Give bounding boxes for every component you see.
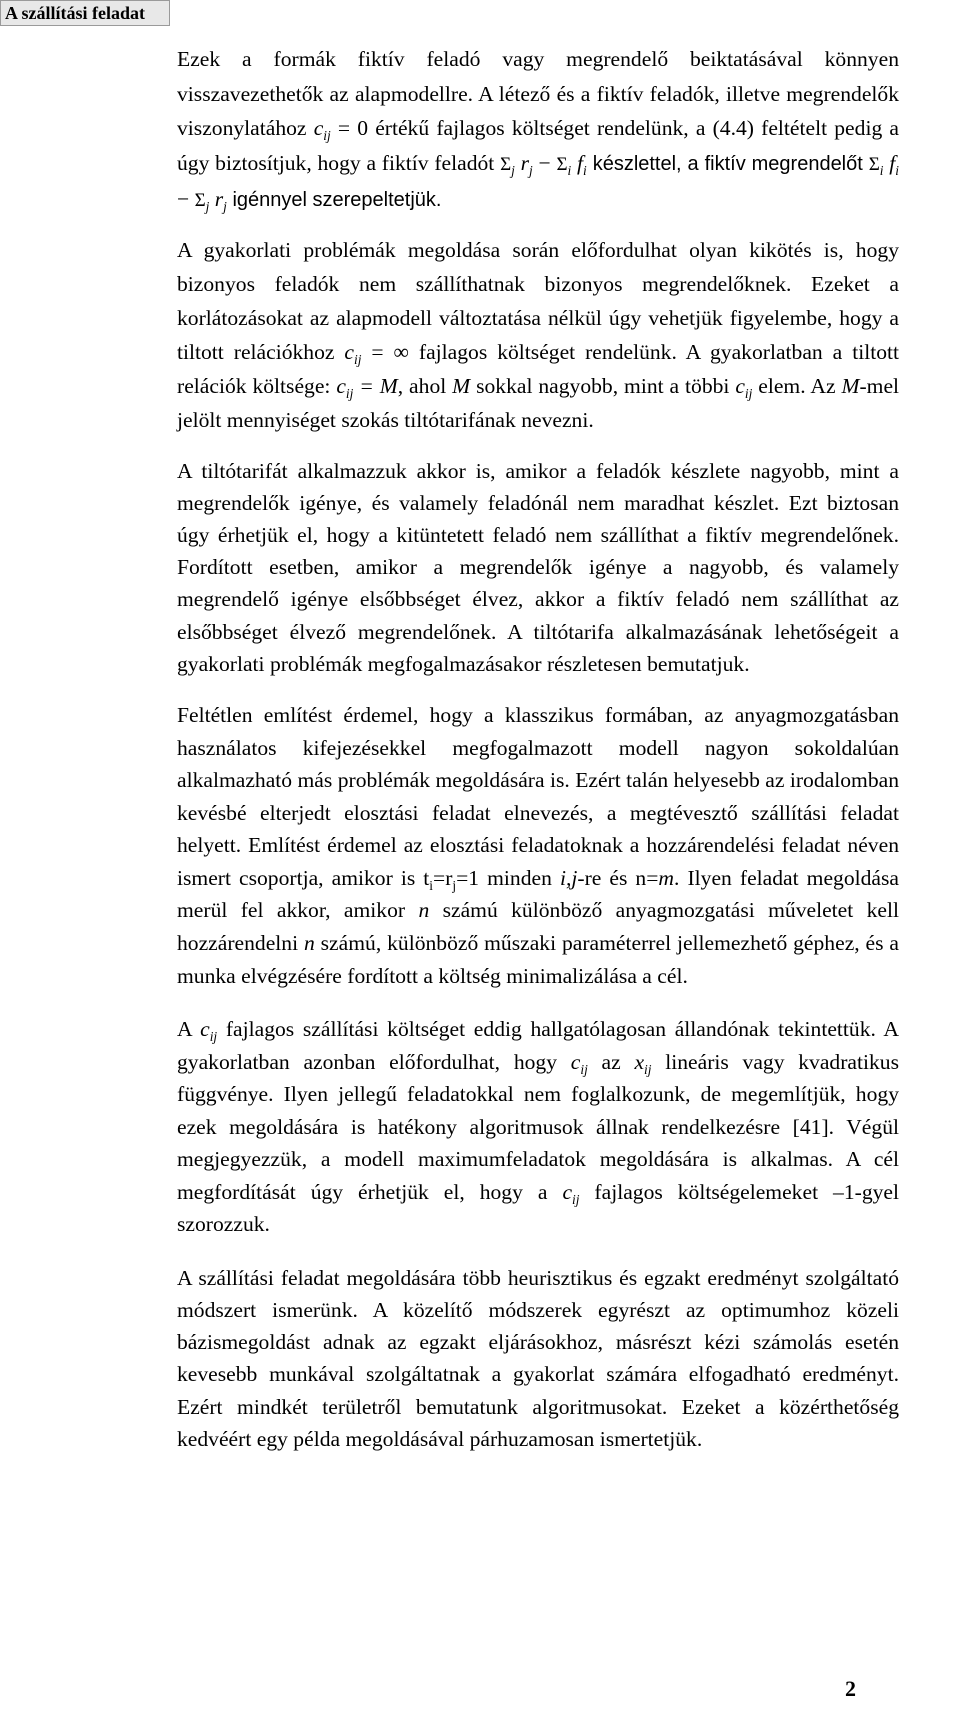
formula-n-eq-m: n=m — [635, 865, 675, 890]
chapter-header: A szállítási feladat — [0, 0, 170, 26]
formula-cij-M: $c_{ij} = M$ — [336, 373, 398, 401]
formula-demand-surplus: $\Sigma_i$ $f_i - \Sigma_j$ $r_j$ — [177, 150, 900, 214]
formula-cij-infinity: $c_{ij}$ = ∞ — [344, 339, 409, 367]
symbol-ij: i,j — [559, 865, 578, 890]
paragraph-solution-methods: A szállítási feladat megoldására több heurisztikus és egzakt eredményt szolgáltató módszert ismerünk. A közelítő módszerek egyrészt az optimumhoz közeli bázismegoldást adnak az egzakt eljárásokhoz, másrészt kézi számolás esetén kevesebb munkával szolgáltatnak a gyakorlat számára elfogadható eredményt. Ezért mindkét területről bemutatunk algoritmusokat. Ezeket a közérthetőség kedvéért egy példa megoldásával párhuzamosan ismertetjük. — [177, 1265, 899, 1451]
symbol-cij: $c_{ij}$ — [735, 373, 753, 401]
paragraph-fictitious-nodes: Ezek a formák fiktív feladó vagy megrendelő beiktatásával könnyen visszavezethetők az alapmodellre. A létező és a fiktív feladók, illetve megrendelők viszonylatához $c_{ij} = 0$ értékű fajlagos költséget rendelünk, a (4.4) feltételt pedig a úgy biztosítjuk, hogy a fiktív feladót $\Sigma_j$ $r_j - \Sigma_i$ $f_i$ készlettel, a fiktív megrendelőt $\Sigma_i$ $f_i - \Sigma_j$ $r_j$ igénnyel szerepeltetjük. — [177, 47, 900, 214]
symbol-cij: $c_{ij}$ — [562, 1179, 580, 1207]
formula-supply-surplus: $\Sigma_j$ $r_j - \Sigma_i$ $f_i$ — [500, 150, 587, 178]
paragraph-blocking-tariff: A tiltótarifát alkalmazzuk akkor is, amikor a feladók készlete nagyobb, mint a megrendelők igénye, és valamely feladónál nem maradhat készlet. Ezt biztosan úgy érhetjük el, hogy a kitüntetett feladó nem szállíthat a fiktív megrendelőnek. Fordított esetben, amikor a megrendelők igénye a nagyobb, és valamely megrendelő igénye elsőbbséget élvez, akkor a fiktív feladó nem szállíthat az elsőbbséget élvező megrendelőnek. A tiltótarifa alkalmazásának lehetőségeit a gyakorlati problémák megfogalmazásakor részletesen bemutatjuk. — [177, 458, 899, 676]
page-body — [177, 42, 899, 1455]
symbol-n: n — [418, 898, 430, 923]
formula-cij-zero: $c_{ij} = 0$ — [313, 116, 369, 143]
paragraph-forbidden-relations: A gyakorlati problémák megoldása során előfordulhat olyan kikötés is, hogy bizonyos feladók nem szállíthatnak bizonyos megrendelőknek. Ezeket a korlátozásokat az alapmodell változtatása nélkül úgy vehetjük figyelembe, hogy a tiltott relációkhoz $c_{ij}$ = ∞ fajlagos költséget rendelünk. A gyakorlatban a tiltott relációk költsége: $c_{ij} = M$, ahol M sokkal nagyobb, mint a többi $c_{ij}$ elem. Az M-mel jelölt mennyiséget szokás tiltótarifának nevezni. — [177, 237, 900, 432]
symbol-M: M — [841, 373, 860, 398]
symbol-M: M — [452, 373, 471, 398]
formula-ti-rj: $t_i=r_j=1$ — [423, 865, 480, 893]
paragraph-assignment-problem: Feltétlen említést érdemel, hogy a klasszikus formában, az anyagmozgatásban használatos kifejezésekkel megfogalmazott modell nagyon sokoldalúan alkalmazható más problémák megoldására is. Ezért talán helyesebb az irodalomban kevésbé elterjedt elosztási feladat elnevezés, a megtévesztő szállítási feladat helyett. Említést érdemel az elosztási feladatoknak a hozzárendelési feladat néven ismert csoportja, amikor is $t_i=r_j=1$ minden i,j-re és n=m. Ilyen feladat megoldása merül fel akkor, amikor n számú különböző anyagmozgatási műveletet kell hozzárendelni n számú, különböző műszaki paraméterrel jellemezhető géphez, és a munka elvégzésére fordított a költség minimalizálása a cél. — [177, 702, 899, 988]
symbol-n: n — [303, 931, 315, 956]
symbol-cij: $c_{ij}$ — [200, 1017, 218, 1045]
symbol-xij: $x_{ij}$ — [634, 1049, 652, 1077]
page-number: 2 — [845, 1676, 856, 1701]
symbol-cij: $c_{ij}$ — [570, 1049, 588, 1077]
paragraph-nonconstant-costs: A $c_{ij}$ fajlagos szállítási költséget eddig hallgatólagosan állandónak tekintettük. A gyakorlatban azonban előfordulhat, hogy $c_{ij}$ az $x_{ij}$ lineáris vagy kvadratikus függvénye. Ilyen jellegű feladatokkal nem foglalkozunk, de megemlítjük, hogy ezek megoldására is hatékony algoritmusok állnak rendelkezésre [41]. Végül megjegyezzük, a modell maximumfeladatok megoldására is alkalmas. A cél megfordítását úgy érhetjük el, hogy a $c_{ij}$ fajlagos költségelemeket –1-gyel szorozzuk. — [177, 1017, 899, 1237]
